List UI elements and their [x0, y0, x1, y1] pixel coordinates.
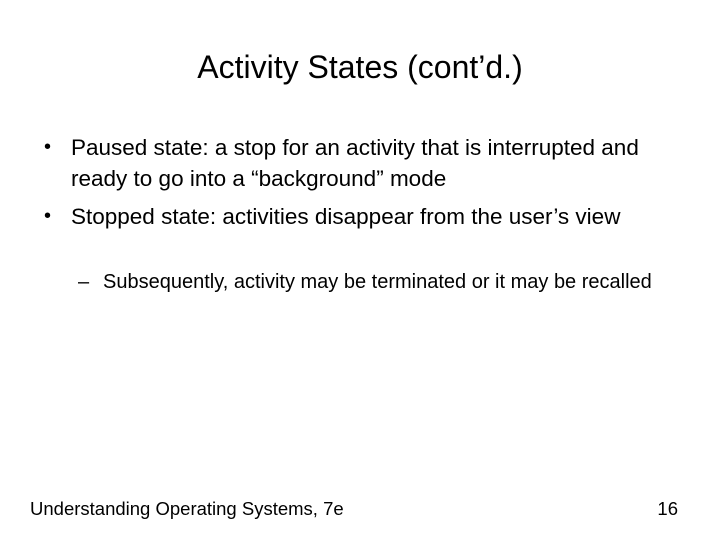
- bullet-text: Stopped state: activities disappear from the user’s view: [71, 204, 621, 229]
- bullet-item: [44, 132, 694, 194]
- bullet-item: [44, 201, 694, 232]
- footer-source: Understanding Operating Systems, 7e: [30, 498, 344, 519]
- bullet-marker: •: [44, 205, 52, 227]
- sub-bullet-marker: –: [78, 271, 90, 293]
- sub-bullet-text: Subsequently, activity may be terminated or it may be recalled: [103, 271, 652, 293]
- sub-bullet-item: [78, 269, 688, 296]
- bullet-text: Paused state: a stop for an activity that is interrupted and ready to go into a “background” mode: [71, 135, 639, 191]
- slide-title: Activity States (cont’d.): [197, 49, 523, 85]
- bullet-marker: •: [44, 136, 52, 158]
- page-number: 16: [657, 498, 678, 519]
